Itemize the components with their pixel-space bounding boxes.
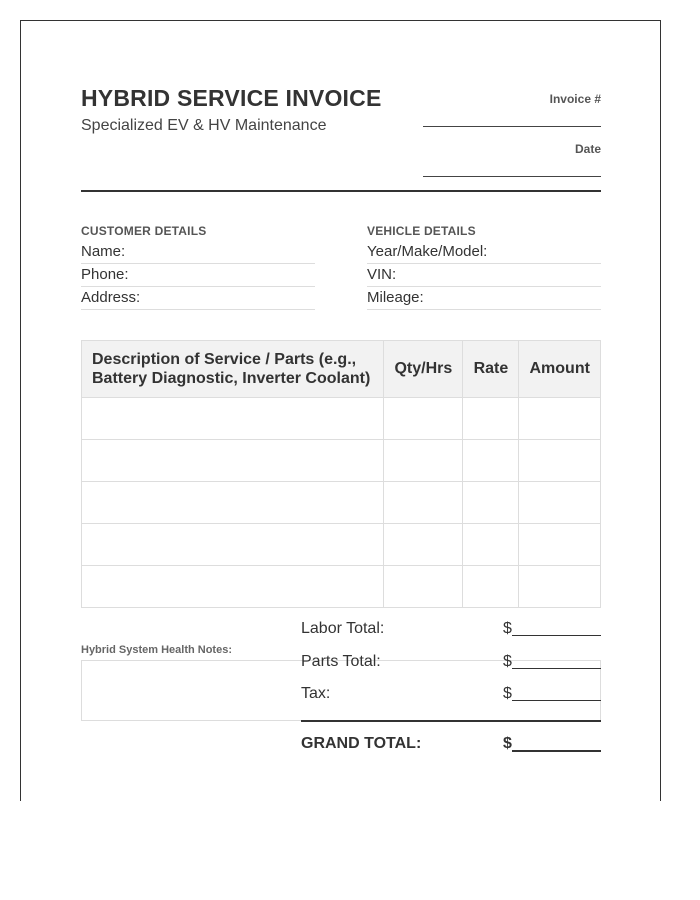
header-divider [81, 190, 601, 192]
notes-label: Hybrid System Health Notes: [81, 644, 232, 656]
vehicle-mileage-label: Mileage: [367, 289, 424, 306]
description-cell[interactable] [82, 440, 384, 482]
vehicle-ymm-field[interactable] [367, 242, 601, 264]
qty-cell[interactable] [384, 398, 463, 440]
customer-name-field[interactable] [81, 242, 315, 264]
vehicle-mileage-field[interactable] [367, 288, 601, 310]
qty-cell[interactable] [384, 482, 463, 524]
table-header-row [82, 341, 601, 398]
table-row [82, 398, 601, 440]
invoice-number-field[interactable] [423, 126, 601, 127]
rate-cell[interactable] [463, 566, 519, 608]
description-cell[interactable] [82, 482, 384, 524]
customer-phone-label: Phone: [81, 266, 129, 283]
grand-total-currency: $ [503, 735, 512, 752]
vehicle-ymm-label: Year/Make/Model: [367, 243, 488, 260]
col-description-header: Description of Service / Parts (e.g., Battery Diagnostic, Inverter Coolant) [82, 341, 384, 398]
labor-total-label: Labor Total: [301, 620, 385, 637]
amount-cell[interactable] [519, 524, 601, 566]
amount-cell[interactable] [519, 398, 601, 440]
tax-field[interactable] [512, 700, 601, 701]
date-field[interactable] [423, 176, 601, 177]
rate-cell[interactable] [463, 440, 519, 482]
qty-cell[interactable] [384, 524, 463, 566]
customer-address-field[interactable] [81, 288, 315, 310]
service-items-table [81, 340, 601, 608]
tax-currency: $ [503, 685, 512, 702]
customer-name-label: Name: [81, 243, 126, 260]
col-rate-header: Rate [463, 341, 519, 398]
col-amount-header: Amount [519, 341, 601, 398]
invoice-subtitle: Specialized EV & HV Maintenance [81, 117, 327, 134]
customer-phone-field[interactable] [81, 265, 315, 287]
description-cell[interactable] [82, 398, 384, 440]
table-row [82, 566, 601, 608]
vehicle-vin-label: VIN: [367, 266, 397, 283]
vehicle-details-heading: VEHICLE DETAILS [367, 224, 476, 238]
col-qty-header: Qty/Hrs [384, 341, 463, 398]
table-row [82, 524, 601, 566]
rate-cell[interactable] [463, 524, 519, 566]
labor-total-field[interactable] [512, 635, 601, 636]
vehicle-vin-field[interactable] [367, 265, 601, 287]
amount-cell[interactable] [519, 440, 601, 482]
table-row [82, 440, 601, 482]
tax-label: Tax: [301, 685, 331, 702]
invoice-number-label: Invoice # [549, 92, 601, 106]
rate-cell[interactable] [463, 482, 519, 524]
grand-total-divider [301, 720, 601, 722]
amount-cell[interactable] [519, 482, 601, 524]
qty-cell[interactable] [384, 566, 463, 608]
parts-total-field[interactable] [512, 668, 601, 669]
parts-total-label: Parts Total: [301, 653, 381, 670]
amount-cell[interactable] [519, 566, 601, 608]
description-cell[interactable] [82, 566, 384, 608]
rate-cell[interactable] [463, 398, 519, 440]
customer-address-label: Address: [81, 289, 141, 306]
customer-details-heading: CUSTOMER DETAILS [81, 224, 207, 238]
parts-total-currency: $ [503, 653, 512, 670]
description-cell[interactable] [82, 524, 384, 566]
labor-total-currency: $ [503, 620, 512, 637]
invoice-title: HYBRID SERVICE INVOICE [81, 85, 382, 111]
table-row [82, 482, 601, 524]
qty-cell[interactable] [384, 440, 463, 482]
date-label: Date [574, 142, 601, 156]
grand-total-label: GRAND TOTAL: [301, 735, 422, 752]
grand-total-field[interactable] [512, 750, 601, 752]
